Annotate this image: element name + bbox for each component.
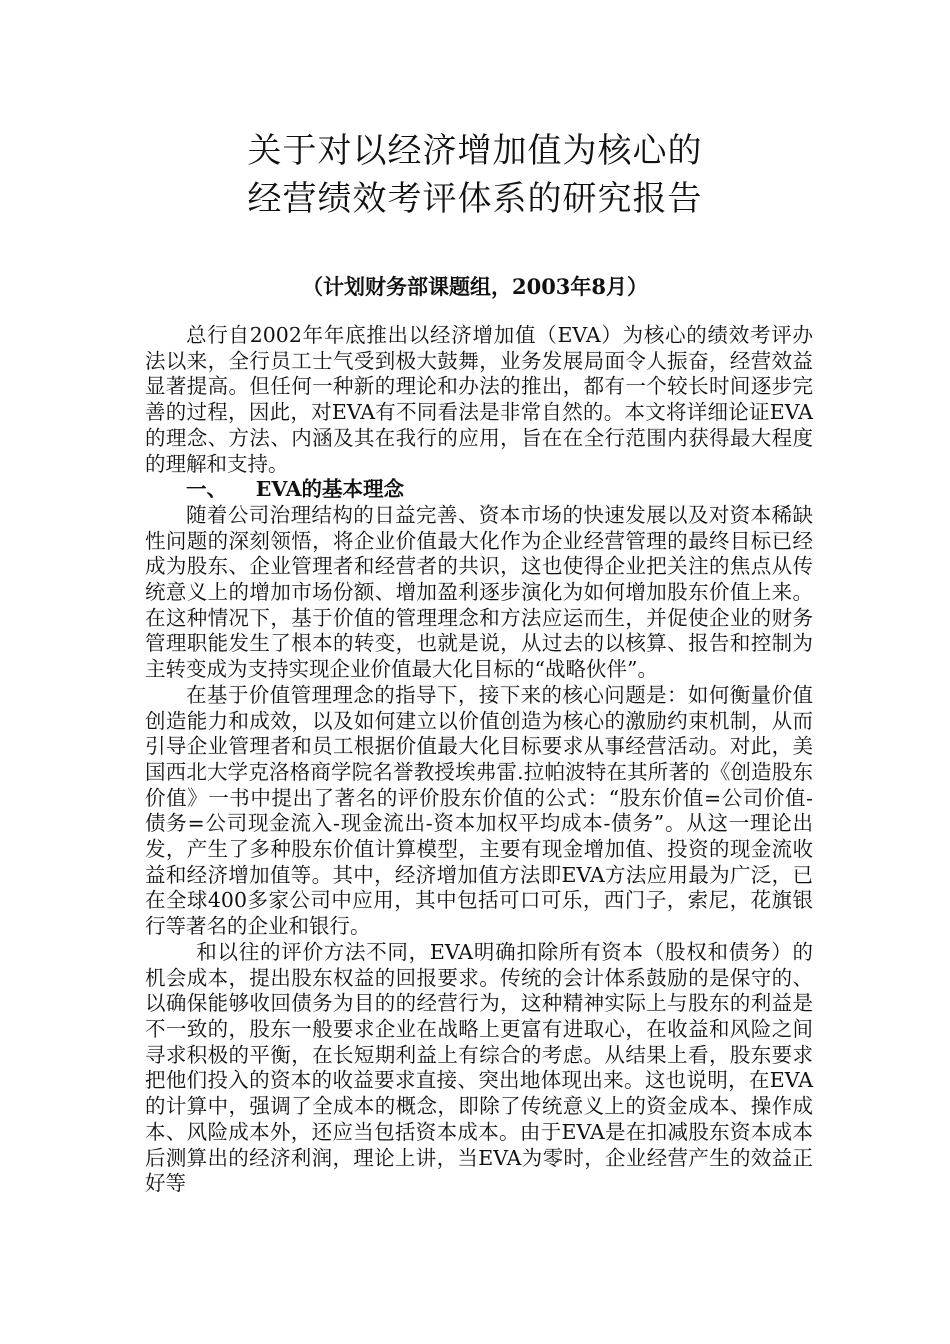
section-paragraph-2: 在基于价值管理理念的指导下，接下来的核心问题是：如何衡量价值创造能力和成效，以及如何建立以价值创造为核心的激励约束机制，从而引导企业管理者和员工根据价值最大化目标要求从事经营活动。对此，美国西北大学克洛格商学院名誉教授埃弗雷.拉帕波特在其所著的《创造股东价值》一书中提出了著名的评价股东价值的公式：“股东价值=公司价值-债务=公司现金流入-现金流出-资本加权平均成本-债务”。从这一理论出发，产生了多种股东价值计算模型，主要有现金增加值、投资的现金流收益和经济增加值等。其中，经济增加值方法即EVA方法应用最为广泛，已在全球400多家公司中应用，其中包括可口可乐，西门子，索尼，花旗银行等著名的企业和银行。 xyxy=(145,682,813,939)
section-paragraph-3: 和以往的评价方法不同，EVA明确扣除所有资本（股权和债务）的机会成本，提出股东权益的回报要求。传统的会计体系鼓励的是保守的、以确保能够收回债务为目的的经营行为，这种精神实际上与股东的利益是不一致的，股东一般要求企业在战略上更富有进取心，在收益和风险之间寻求积极的平衡，在长短期利益上有综合的考虑。从结果上看，股东要求把他们投入的资本的收益要求直接、突出地体现出来。这也说明，在EVA的计算中，强调了全成本的概念，即除了传统意义上的资金成本、操作成本、风险成本外，还应当包括资本成本。由于EVA是在扣减股东资本成本后测算出的经济利润，理论上讲，当EVA为零时，企业经营产生的效益正好等 xyxy=(145,939,813,1196)
section-number: 一、 xyxy=(186,477,227,502)
section-paragraph-1: 随着公司治理结构的日益完善、资本市场的快速发展以及对资本稀缺性问题的深刻领悟，将企业价值最大化作为企业经营管理的最终目标已经成为股东、企业管理者和经营者的共识，这也使得企业把关注的焦点从传统意义上的增加市场份额、增加盈利逐步演化为如何增加股东价值上来。在这种情况下，基于价值的管理理念和方法应运而生，并促使企业的财务管理职能发生了根本的转变，也就是说，从过去的以核算、报告和控制为主转变成为支持实现企业价值最大化目标的“战略伙伴”。 xyxy=(145,502,813,682)
document-title-line-2: 经营绩效考评体系的研究报告 xyxy=(247,179,703,219)
section-title: EVA的基本理念 xyxy=(255,477,405,502)
intro-paragraph: 总行自2002年年底推出以经济增加值（EVA）为核心的绩效考评办法以来，全行员工士气受到极大鼓舞，业务发展局面令人振奋，经营效益显著提高。但任何一种新的理论和办法的推出，都有一个较长时间逐步完善的过程，因此，对EVA有不同看法是非常自然的。本文将详细论证EVA的理念、方法、内涵及其在我行的应用，旨在在全行范围内获得最大程度的理解和支持。 xyxy=(145,323,813,476)
document-title-line-1: 关于对以经济增加值为核心的 xyxy=(247,131,703,171)
section-heading xyxy=(145,477,813,503)
document-subtitle: （计划财务部课题组，2003年8月） xyxy=(301,274,649,299)
document-body xyxy=(145,323,813,1197)
